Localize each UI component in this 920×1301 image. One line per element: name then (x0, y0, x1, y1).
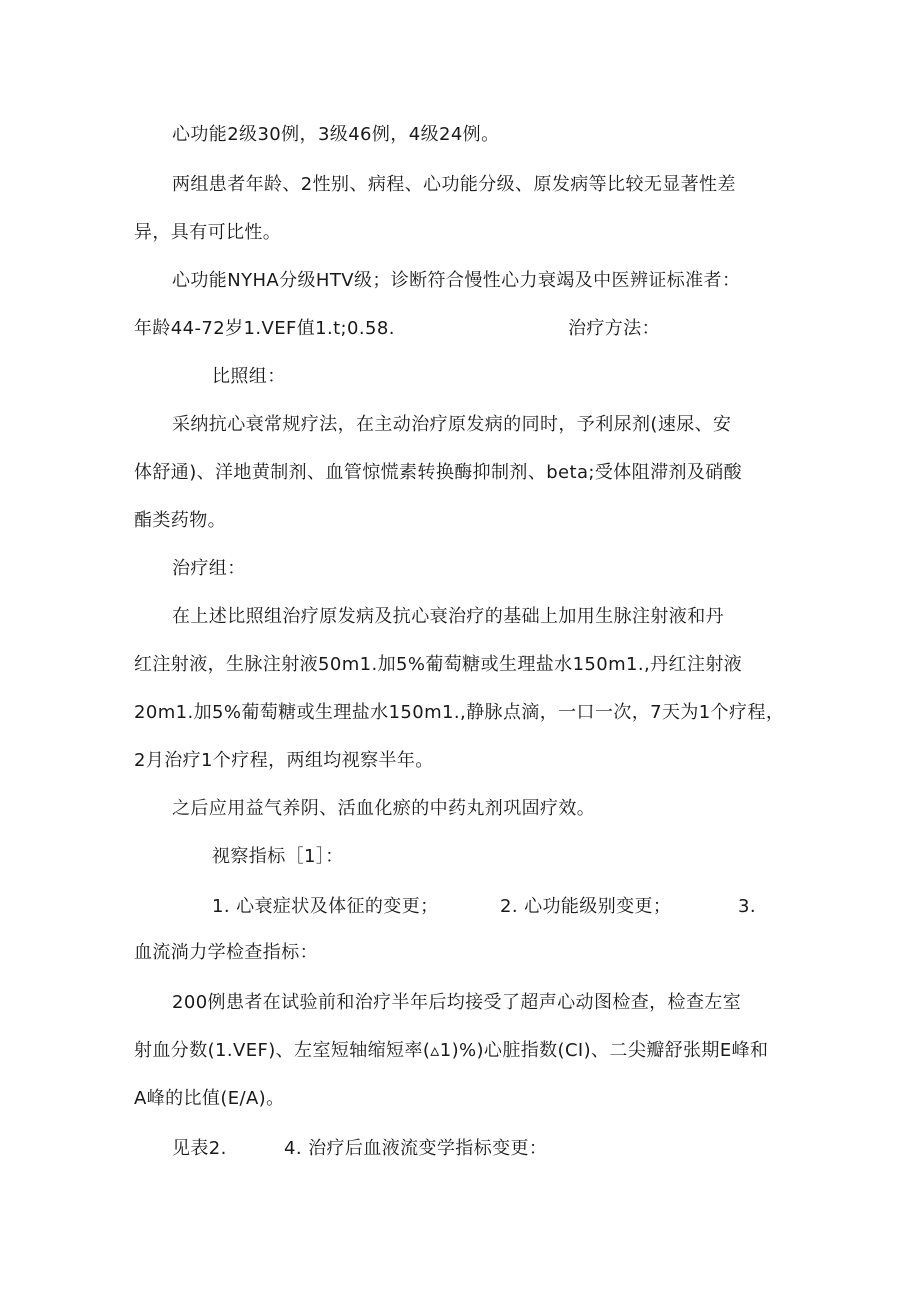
text-line: 血流淌力学检查指标： (134, 942, 318, 963)
text-line: 体舒通)、洋地黄制剂、血管惊慌素转换酶抑制剂、beta;受体阻滞剂及硝酸 (134, 462, 743, 483)
list-item: 2. 心功能级别变更； (500, 896, 672, 917)
text-line: 酯类药物。 (134, 510, 226, 531)
text-line: 见表2. (172, 1138, 227, 1159)
section-heading: 比照组： (212, 366, 286, 387)
section-heading: 治疗组： (172, 558, 246, 579)
text-line: 心功能NYHA分级HTV级；诊断符合慢性心力衰竭及中医辨证标准者： (172, 270, 741, 291)
section-heading: 治疗方法： (568, 318, 660, 339)
text-line: 在上述比照组治疗原发病及抗心衰治疗的基础上加用生脉注射液和丹 (172, 606, 724, 627)
text-line: 心功能2级30例，3级46例，4级24例。 (172, 124, 500, 145)
text-line: 射血分数(1.VEF)、左室短轴缩短率(▵1)%)心脏指数(CI)、二尖瓣舒张期E峰和 (134, 1040, 769, 1061)
list-item: 1. 心衰症状及体征的变更； (212, 896, 439, 917)
text-line: 年龄44-72岁1.VEF值1.t;0.58. (134, 318, 395, 339)
text-line: A峰的比值(E/A)。 (134, 1088, 285, 1109)
section-heading: 视察指标［1］： (212, 846, 344, 867)
text-line: 两组患者年龄、2性别、病程、心功能分级、原发病等比较无显著性差 (172, 174, 736, 195)
text-line: 2月治疗1个疗程，两组均视察半年。 (134, 750, 434, 771)
text-line: 之后应用益气养阴、活血化瘀的中药丸剂巩固疗效。 (172, 798, 596, 819)
text-line: 20m1.加5%葡萄糖或生理盐水150m1.,静脉点滴，一口一次，7天为1个疗程， (134, 702, 785, 723)
text-line: 采纳抗心衰常规疗法，在主动治疗原发病的同时，予利尿剂(速尿、安 (172, 414, 732, 435)
text-line: 红注射液，生脉注射液50m1.加5%葡萄糖或生理盐水150m1.,丹红注射液 (134, 654, 743, 675)
text-line: 异，具有可比性。 (134, 222, 282, 243)
list-item: 4. 治疗后血液流变学指标变更： (284, 1138, 548, 1159)
list-item: 3. (738, 896, 756, 917)
text-line: 200例患者在试验前和治疗半年后均接受了超声心动图检查，检查左室 (172, 992, 742, 1013)
